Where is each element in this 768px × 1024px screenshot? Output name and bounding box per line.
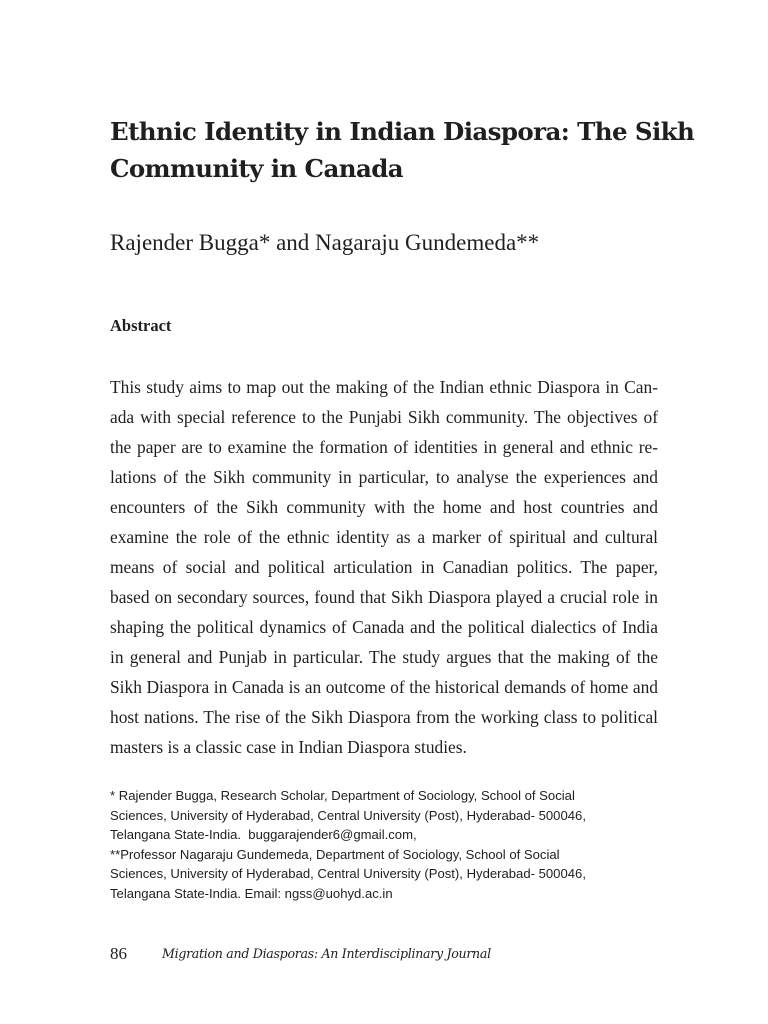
author-footnotes bbox=[110, 786, 670, 903]
footnote-line: Sciences, University of Hyderabad, Central University (Post), Hyderabad- 500046, bbox=[110, 866, 586, 881]
journal-name: Migration and Diasporas: An Interdisciplinary Journal bbox=[162, 946, 491, 961]
footnote-line: * Rajender Bugga, Research Scholar, Department of Sociology, School of Social bbox=[110, 788, 575, 803]
article-title: Ethnic Identity in Indian Diaspora: The Sikh Community in Canada bbox=[110, 117, 695, 183]
footnote-second-author bbox=[110, 845, 670, 904]
footnote-line: Sciences, University of Hyderabad, Central University (Post), Hyderabad- 500046, bbox=[110, 807, 586, 823]
footnote-line: **Professor Nagaraju Gundemeda, Department of Sociology, School of Social bbox=[110, 846, 560, 862]
article-authors: Rajender Bugga* and Nagaraju Gundemeda** bbox=[110, 230, 540, 255]
abstract-heading: Abstract bbox=[110, 316, 172, 335]
footnote-line: Telangana State-India. Email: ngss@uohyd.ac.in bbox=[110, 885, 393, 901]
footnote-line: Telangana State-India. buggarajender6@gmail.com, bbox=[110, 827, 417, 842]
abstract-body: This study aims to map out the making of the Indian ethnic Diaspora in Canada with special reference to the Punjabi Sikh community. The objectives of the paper are to examine the formation of identities in general and ethnic relations of the Sikh community in particular, to analyse the experiences and encounters of the Sikh community with the home and host countries and examine the role of the ethnic identity as a marker of spiritual and cultural means of social and political articulation in Canadian politics. The paper, based on secondary sources, found that Sikh Diaspora played a crucial role in shaping the political dynamics of Canada and the political dialectics of India in general and Punjab in particular. The study argues that the making of the Sikh Diaspora in Canada is an outcome of the historical demands of home and host nations. The rise of the Sikh Diaspora from the working class to political masters is a classic case in Indian Diaspora studies. bbox=[110, 377, 658, 757]
page-number: 86 bbox=[110, 944, 127, 963]
footnote-first-author bbox=[110, 786, 670, 845]
